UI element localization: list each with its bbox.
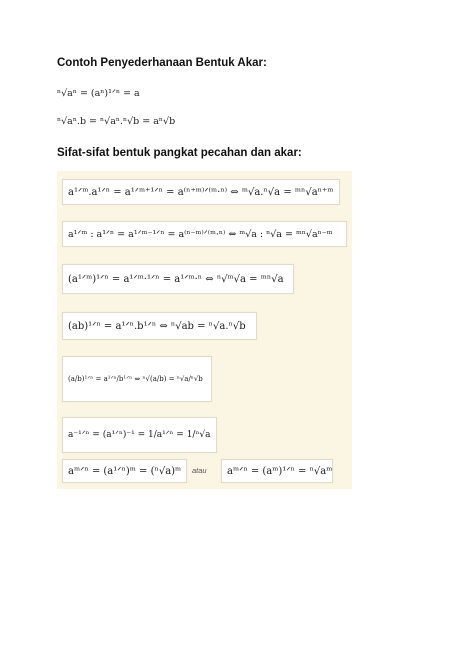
example-equation-1: ⁿ√aⁿ = (aⁿ)¹ᐟⁿ = a [57,88,140,99]
rule-rational-exponent-1: aᵐᐟⁿ = (a¹ᐟⁿ)ᵐ = (ⁿ√a)ᵐ [62,459,187,483]
rule-quotient-of-roots: a¹ᐟᵐ : a¹ᐟⁿ = a¹ᐟᵐ⁻¹ᐟⁿ = a⁽ⁿ⁻ᵐ⁾ᐟ⁽ᵐ·ⁿ⁾ ⇔ ᵐ√a : ⁿ√a = ᵐⁿ√aⁿ⁻ᵐ [62,221,347,247]
rule-root-of-product: (ab)¹ᐟⁿ = a¹ᐟⁿ.b¹ᐟⁿ ⇔ ⁿ√ab = ⁿ√a.ⁿ√b [62,312,257,340]
section-title-simplification: Contoh Penyederhanaan Bentuk Akar: [57,57,267,69]
rule-root-of-quotient: (a/b)¹ᐟⁿ = a¹ᐟⁿ/b¹ᐟⁿ ⇔ ⁿ√(a/b) = ⁿ√a/ⁿ√b [62,356,212,402]
formula-panel [57,171,352,489]
atau-label: atau [192,466,207,475]
rule-rational-exponent-2: aᵐᐟⁿ = (aᵐ)¹ᐟⁿ = ⁿ√aᵐ [221,459,333,483]
example-equation-2: ⁿ√aⁿ.b = ⁿ√aⁿ.ⁿ√b = aⁿ√b [57,116,176,127]
rule-product-of-roots: a¹ᐟᵐ.a¹ᐟⁿ = a¹ᐟᵐ⁺¹ᐟⁿ = a⁽ⁿ⁺ᵐ⁾ᐟ⁽ᵐ·ⁿ⁾ ⇔ ᵐ√a.ⁿ√a = ᵐⁿ√aⁿ⁺ᵐ [62,179,340,205]
rule-root-of-root: (a¹ᐟᵐ)¹ᐟⁿ = a¹ᐟᵐ·¹ᐟⁿ = a¹ᐟᵐ·ⁿ ⇔ ⁿ√ᵐ√a = ᵐⁿ√a [62,264,294,294]
section-title-properties: Sifat-sifat bentuk pangkat pecahan dan akar: [57,147,302,159]
rule-negative-exponent: a⁻¹ᐟⁿ = (a¹ᐟⁿ)⁻¹ = 1/a¹ᐟⁿ = 1/ⁿ√a [62,417,217,453]
